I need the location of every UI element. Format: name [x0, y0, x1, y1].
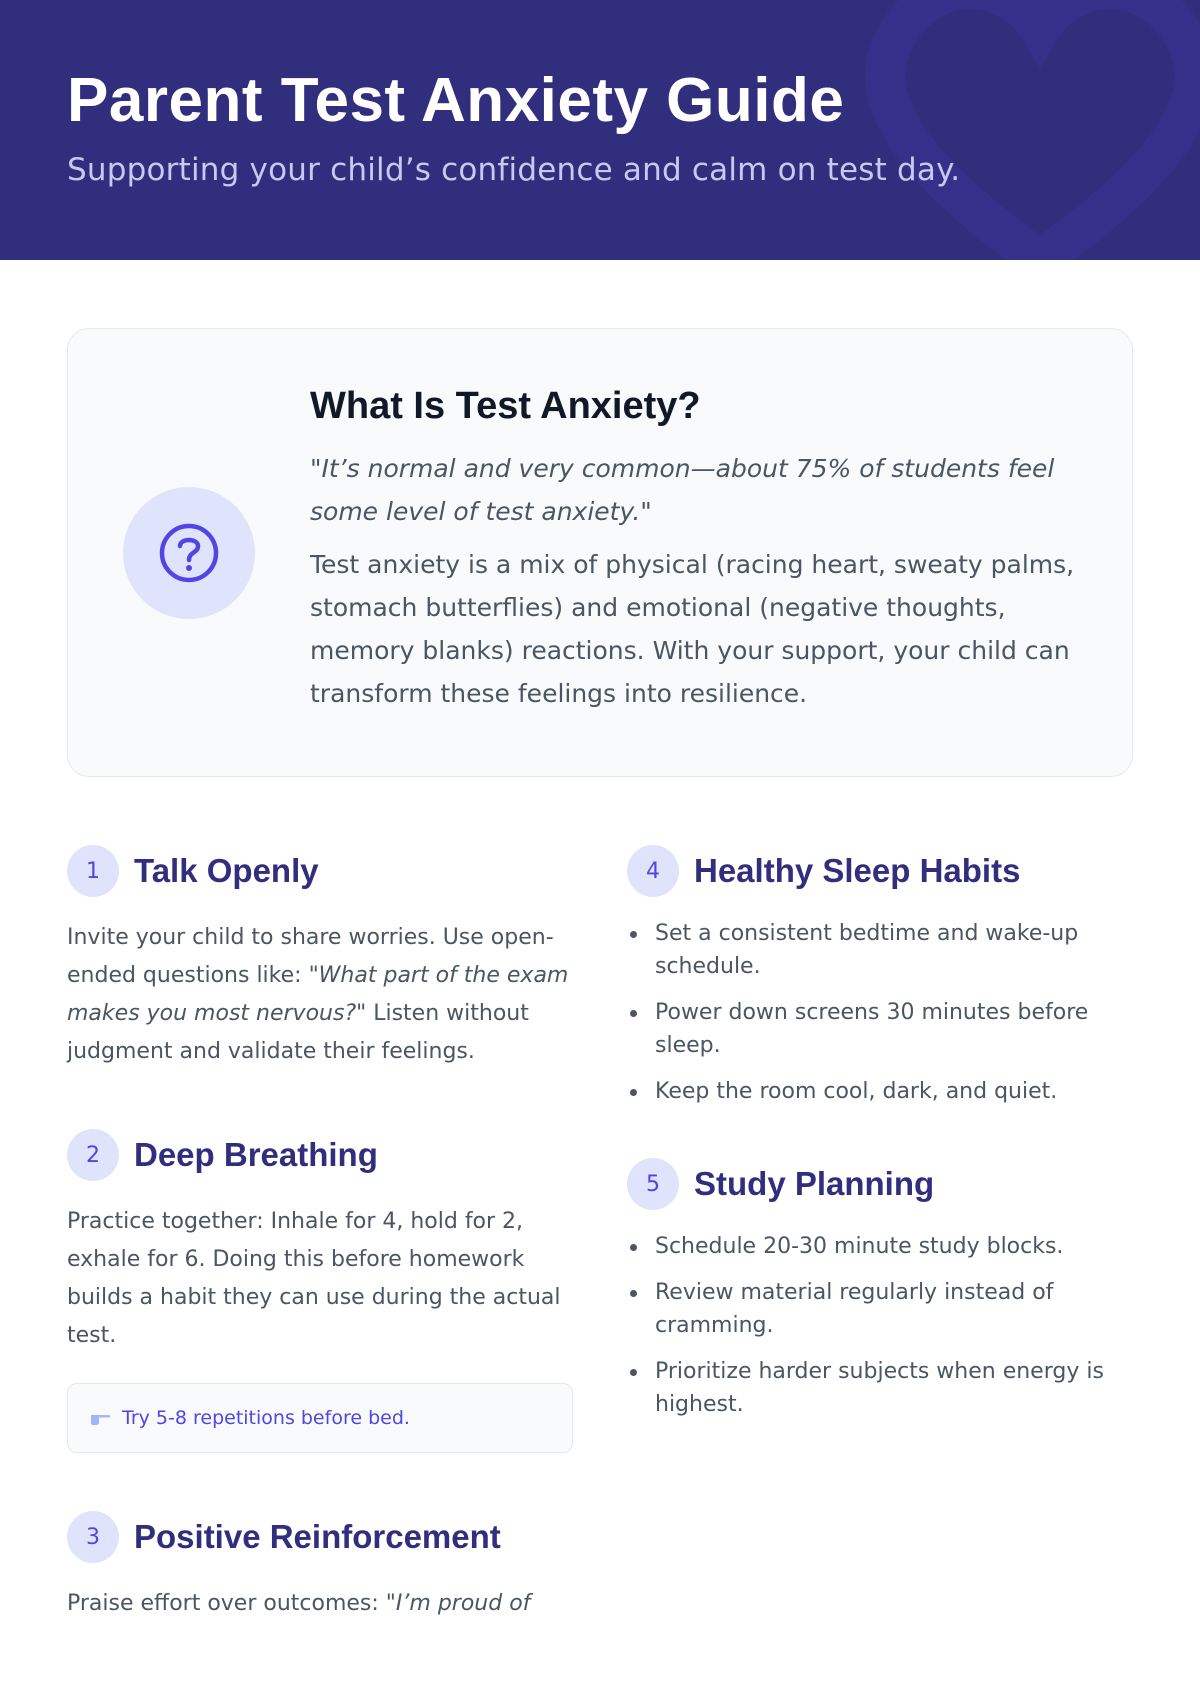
tip-list	[627, 1230, 1133, 1421]
tip-text-part: Invite your child to share worries. Use open-ended questions like:	[67, 925, 554, 988]
tip-deep-breathing	[67, 1129, 573, 1453]
tip-note	[67, 1383, 573, 1453]
intro-body	[310, 383, 1090, 715]
page-subtitle: Supporting your child’s confidence and calm on test day.	[67, 152, 961, 188]
tip-study-planning	[627, 1158, 1133, 1421]
tip-list	[627, 917, 1133, 1108]
tip-text-quote: "I’m proud of	[385, 1591, 531, 1616]
step-number-badge: 4	[627, 845, 679, 897]
tip-positive-reinforcement	[67, 1511, 573, 1623]
tip-healthy-sleep-habits	[627, 845, 1133, 1108]
tip-text: Practice together: Inhale for 4, hold for 2, exhale for 6. Doing this before homework builds a habit they can use during the actual test.	[67, 1209, 561, 1348]
list-item: Prioritize harder subjects when energy is highest.	[655, 1355, 1133, 1421]
tip-text-part: Listen without judgment and validate their feelings.	[67, 1001, 529, 1064]
step-number-badge: 2	[67, 1129, 119, 1181]
tip-title: Positive Reinforcement	[134, 1518, 501, 1555]
intro-card	[67, 328, 1133, 777]
tip-header	[627, 1158, 1133, 1210]
list-item: Schedule 20-30 minute study blocks.	[655, 1230, 1133, 1263]
intro-title: What Is Test Anxiety?	[310, 385, 701, 427]
list-item: Set a consistent bedtime and wake-up schedule.	[655, 917, 1133, 983]
list-item: Keep the room cool, dark, and quiet.	[655, 1075, 1133, 1108]
tip-title: Talk Openly	[134, 852, 319, 889]
pointing-hand-icon	[90, 1410, 110, 1426]
right-column	[627, 845, 1133, 1471]
step-number-badge: 1	[67, 845, 119, 897]
tip-text	[67, 1585, 573, 1623]
tip-title: Healthy Sleep Habits	[694, 852, 1021, 889]
tip-note-text: Try 5-8 repetitions before bed.	[122, 1407, 410, 1429]
tip-header	[67, 1511, 573, 1563]
page-title: Parent Test Anxiety Guide	[67, 66, 845, 135]
tip-title: Deep Breathing	[134, 1136, 378, 1173]
tip-text-quote: "What part of the exam makes you most nervous?"	[67, 963, 569, 1026]
list-item: Power down screens 30 minutes before sleep.	[655, 996, 1133, 1062]
step-number-badge: 3	[67, 1511, 119, 1563]
tip-text	[67, 919, 573, 1071]
tip-header	[67, 1129, 573, 1181]
tip-text-part: Praise effort over outcomes:	[67, 1591, 386, 1616]
intro-quote: "It’s normal and very common—about 75% of students feel some level of test anxiety."	[310, 454, 1055, 526]
page-header	[0, 0, 1200, 260]
tip-header	[67, 845, 573, 897]
tip-title: Study Planning	[694, 1165, 935, 1202]
left-column	[67, 845, 573, 1681]
tip-talk-openly	[67, 845, 573, 1071]
question-circle-icon	[123, 487, 255, 619]
intro-text: Test anxiety is a mix of physical (racing heart, sweaty palms, stomach butterflies) and emotional (negative thoughts, memory blanks) reactions. With your support, your child can transform these feelings into resilience.	[310, 550, 1075, 708]
step-number-badge: 5	[627, 1158, 679, 1210]
list-item: Review material regularly instead of cramming.	[655, 1276, 1133, 1342]
tip-header	[627, 845, 1133, 897]
